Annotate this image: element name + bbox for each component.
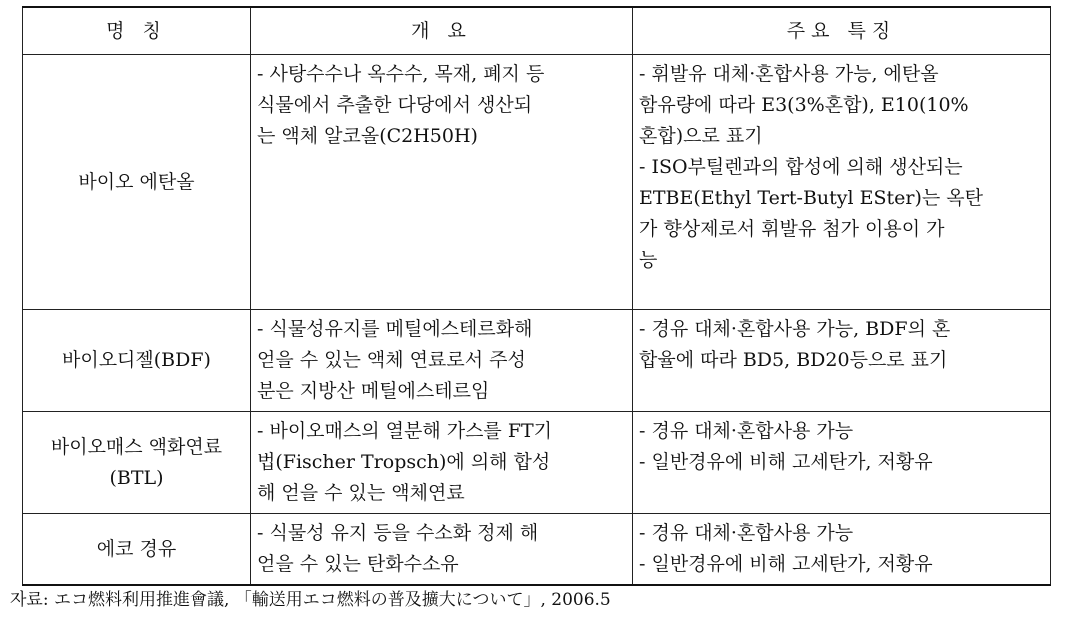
- table-row: [23, 310, 1051, 412]
- header-features: 주요 특징: [633, 7, 1051, 55]
- row-name-cell: [23, 412, 251, 514]
- feature-line: - 경유 대체·혼합사용 가능: [639, 420, 854, 442]
- overview-line: 얻을 수 있는 액체 연료로서 주성: [257, 349, 526, 371]
- overview-line: - 식물성유지를 메틸에스테르화해: [257, 318, 533, 340]
- overview-line: 해 얻을 수 있는 액체연료: [257, 482, 465, 504]
- feature-line: 능: [639, 249, 658, 271]
- feature-line: 합율에 따라 BD5, BD20등으로 표기: [639, 349, 948, 371]
- row-name-cell: [23, 514, 251, 586]
- biofuel-table: [22, 6, 1051, 586]
- row-name: (BTL): [109, 466, 164, 489]
- header-name: 명 칭: [23, 7, 251, 55]
- overview-line: - 바이오매스의 열분해 가스를 FT기: [257, 420, 553, 442]
- row-overview-cell: [251, 514, 633, 586]
- row-features-cell: [633, 514, 1051, 586]
- row-overview-cell: [251, 310, 633, 412]
- feature-line: 가 향상제로서 휘발유 첨가 이용이 가: [639, 218, 945, 240]
- row-features-cell: [633, 310, 1051, 412]
- feature-line: 함유량에 따라 E3(3%혼합), E10(10%: [639, 94, 969, 116]
- header-overview: 개 요: [251, 7, 633, 55]
- row-name-cell: [23, 310, 251, 412]
- feature-line: ETBE(Ethyl Tert-Butyl ESter)는 옥탄: [639, 187, 984, 209]
- table-row: [23, 514, 1051, 586]
- source-citation: 자료: エコ燃料利用推進會議, 「輸送用エコ燃料の普及擴大について」, 2006.5: [10, 590, 611, 610]
- row-name-cell: [23, 55, 251, 310]
- overview-line: 는 액체 알코올(C2H50H): [257, 125, 478, 147]
- feature-line: - 경유 대체·혼합사용 가능: [639, 522, 854, 544]
- overview-line: - 식물성 유지 등을 수소화 정제 해: [257, 522, 539, 544]
- table-row: [23, 412, 1051, 514]
- feature-line: - 일반경유에 비해 고세탄가, 저황유: [639, 553, 933, 575]
- feature-line: - ISO부틸렌과의 합성에 의해 생산되는: [639, 156, 963, 178]
- feature-line: - 휘발유 대체·혼합사용 가능, 에탄올: [639, 63, 939, 85]
- row-features-cell: [633, 55, 1051, 310]
- overview-line: - 사탕수수나 옥수수, 목재, 폐지 등: [257, 63, 545, 85]
- row-features-cell: [633, 412, 1051, 514]
- row-name: 에코 경유: [96, 537, 177, 560]
- row-overview-cell: [251, 412, 633, 514]
- row-overview-cell: [251, 55, 633, 310]
- table-row: [23, 55, 1051, 310]
- row-name: 바이오매스 액화연료: [50, 435, 223, 458]
- feature-line: - 경유 대체·혼합사용 가능, BDF의 혼: [639, 318, 951, 340]
- header-row: [23, 7, 1051, 55]
- overview-line: 분은 지방산 메틸에스테르임: [257, 380, 490, 402]
- feature-line: - 일반경유에 비해 고세탄가, 저황유: [639, 451, 933, 473]
- overview-line: 법(Fischer Tropsch)에 의해 합성: [257, 451, 551, 473]
- overview-line: 식물에서 추출한 다당에서 생산되: [257, 94, 533, 116]
- row-name: 바이오디젤(BDF): [62, 349, 211, 371]
- feature-line: 혼합)으로 표기: [639, 125, 763, 147]
- row-name: 바이오 에탄올: [78, 170, 195, 193]
- overview-line: 얻을 수 있는 탄화수소유: [257, 553, 459, 575]
